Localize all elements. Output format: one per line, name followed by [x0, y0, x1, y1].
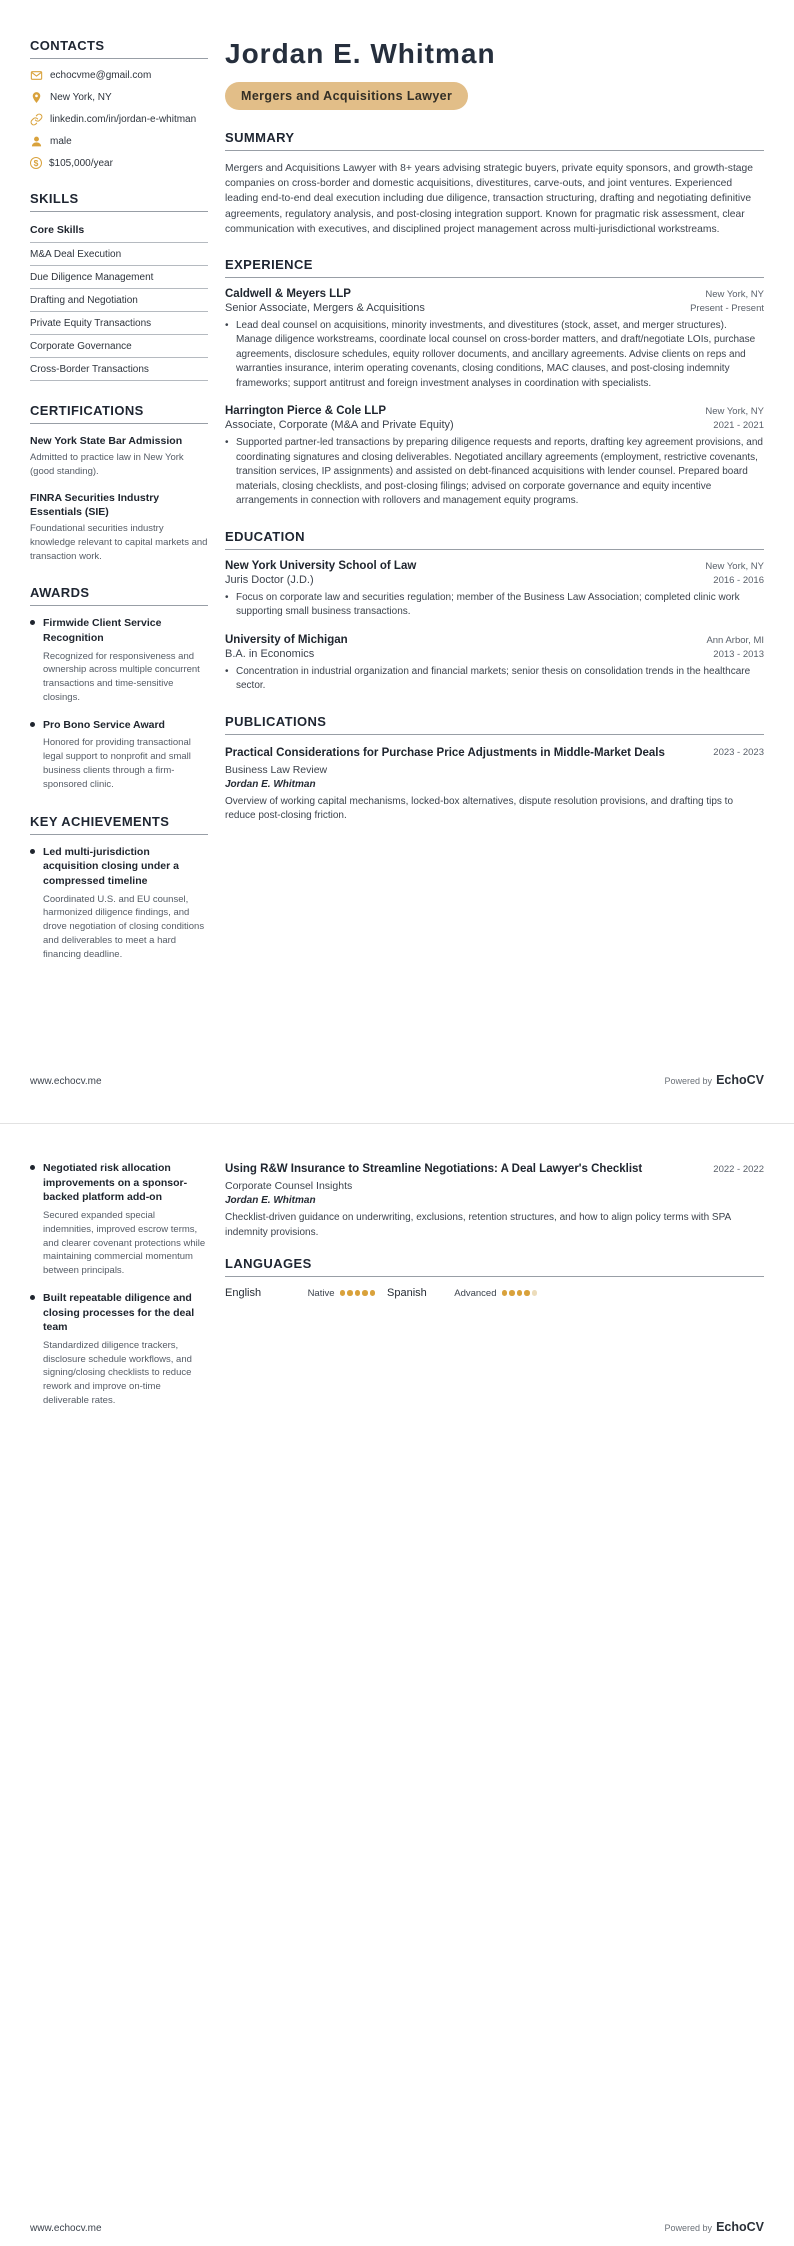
achievement-item — [30, 1161, 208, 1278]
bullet-dot-icon — [30, 1165, 35, 1170]
bullet-dot-icon — [30, 849, 35, 854]
language-level-dots — [340, 1290, 376, 1296]
language-item — [387, 1287, 537, 1299]
publication-title: Practical Considerations for Purchase Price Adjustments in Middle-Market Deals — [225, 746, 665, 759]
education-heading: EDUCATION — [225, 529, 764, 550]
main-column-continued — [225, 1161, 764, 1430]
education-entry — [225, 634, 764, 694]
contact-gender-text: male — [50, 136, 72, 147]
contact-salary-text: $105,000/year — [49, 157, 113, 169]
publication-journal: Business Law Review — [225, 763, 328, 776]
skills-heading: SKILLS — [30, 191, 208, 212]
degree-name: B.A. in Economics — [225, 647, 315, 660]
job-dates: 2021 - 2021 — [713, 420, 764, 432]
certification-item — [30, 434, 208, 479]
certification-title: FINRA Securities Industry Essentials (SIE) — [30, 491, 160, 518]
experience-bullet: • Lead deal counsel on acquisitions, minority investments, and divestitures (stock, asset, and merger structures). Manage diligence workstreams, coordinate local counsel on cross-border matters, and draft/negotiate LOIs, purchase agreements, disclosure schedules, equity rollover documents, and ancillary agreements. Advise clients on reps and warranties insurance, interim operating covenants, closing conditions, MAC clauses, and post-closing indemnity frameworks; support antitrust and foreign investment analyses in coordination with specialists. — [225, 319, 764, 392]
award-description: Honored for providing transactional legal support to nonprofit and small business clients through a firm-sponsored clinic. — [43, 737, 191, 790]
achievement-description: Standardized diligence trackers, disclosure schedule workflows, and signing/closing checklists to reduce rework and improve on-time deliverable rates. — [43, 1339, 192, 1407]
job-dates: Present - Present — [690, 302, 764, 314]
language-level: Advanced — [454, 1287, 497, 1299]
experience-bullets — [225, 436, 764, 509]
school-name: University of Michigan — [225, 633, 348, 646]
languages-section — [225, 1256, 764, 1299]
publications-heading: PUBLICATIONS — [225, 714, 764, 735]
bullet-dot-icon — [30, 620, 35, 625]
publication-journal: Corporate Counsel Insights — [225, 1180, 353, 1193]
publications-section — [225, 714, 764, 824]
certifications-section — [30, 403, 208, 563]
contact-location-text: New York, NY — [50, 92, 112, 103]
award-description: Recognized for responsiveness and ownership across multiple concurrent transactions and time-sensitive closings. — [43, 650, 200, 704]
footer-site-link[interactable]: www.echocv.me — [30, 1076, 102, 1087]
experience-entry — [225, 288, 764, 392]
footer-site-link[interactable]: www.echocv.me — [30, 2223, 102, 2234]
language-item — [225, 1287, 375, 1299]
summary-heading: SUMMARY — [225, 130, 764, 151]
experience-heading: EXPERIENCE — [225, 257, 764, 278]
achievement-title: Negotiated risk allocation improvements on a sponsor-backed platform add-on — [43, 1162, 188, 1204]
publication-entry — [225, 1161, 764, 1240]
certification-item — [30, 491, 208, 564]
sidebar-continued — [30, 1161, 208, 1430]
company-location: New York, NY — [705, 288, 764, 300]
skills-group-label: Core Skills — [30, 222, 208, 243]
certifications-heading: CERTIFICATIONS — [30, 403, 208, 424]
contact-item-email — [30, 69, 208, 82]
award-title: Pro Bono Service Award — [43, 718, 165, 731]
contact-item-linkedin — [30, 113, 208, 126]
company-location: New York, NY — [705, 406, 764, 418]
publication-author: Jordan E. Whitman — [225, 1195, 316, 1207]
certification-description: Foundational securities industry knowledge relevant to capital markets and transaction work. — [30, 523, 208, 562]
language-name: English — [225, 1287, 262, 1300]
skill-item: Private Equity Transactions — [30, 312, 208, 335]
footer-powered-by-label: Powered by — [664, 1076, 713, 1086]
skills-section — [30, 191, 208, 381]
main-column — [225, 38, 764, 983]
award-item — [30, 616, 208, 704]
certification-title: New York State Bar Admission — [30, 435, 183, 447]
publication-title: Using R&W Insurance to Streamline Negotiations: A Deal Lawyer's Checklist — [225, 1163, 643, 1175]
contact-email-text[interactable]: echocvme@gmail.com — [50, 70, 152, 81]
footer-brand-link[interactable]: EchoCV — [716, 1073, 764, 1087]
experience-section — [225, 257, 764, 509]
awards-section — [30, 585, 208, 791]
bullet-dot-icon — [30, 1295, 35, 1300]
skill-item: Corporate Governance — [30, 335, 208, 358]
education-bullet: • Focus on corporate law and securities regulation; member of the Business Law Association; completed clinic work supporting small business transactions. — [225, 591, 764, 620]
award-item — [30, 718, 208, 792]
publication-entry — [225, 745, 764, 824]
degree-name: Juris Doctor (J.D.) — [225, 573, 314, 586]
education-bullets — [225, 665, 764, 694]
skill-item: Drafting and Negotiation — [30, 289, 208, 312]
education-entry — [225, 560, 764, 620]
education-dates: 2013 - 2013 — [713, 648, 764, 660]
contacts-list — [30, 69, 208, 169]
achievement-item — [30, 845, 208, 962]
education-bullet: • Concentration in industrial organization and financial markets; senior thesis on consolidation trends in the healthcare sector. — [225, 665, 764, 694]
publication-dates: 2023 - 2023 — [713, 747, 764, 759]
contact-linkedin-text[interactable]: linkedin.com/in/jordan-e-whitman — [50, 114, 197, 125]
education-dates: 2016 - 2016 — [713, 574, 764, 586]
footer-brand-link[interactable]: EchoCV — [716, 2220, 764, 2234]
achievement-description: Secured expanded special indemnities, improved escrow terms, and clearer covenant protections while maintaining commercial momentum between principals. — [43, 1210, 206, 1277]
company-name: Caldwell & Meyers LLP — [225, 287, 351, 300]
key-achievements-continued — [30, 1161, 208, 1408]
key-achievements-heading: KEY ACHIEVEMENTS — [30, 814, 208, 835]
location-icon — [30, 91, 43, 104]
achievement-title: Built repeatable diligence and closing processes for the deal team — [43, 1291, 195, 1334]
publication-author: Jordan E. Whitman — [225, 778, 316, 790]
publication-dates: 2022 - 2022 — [713, 1163, 764, 1175]
school-location: New York, NY — [705, 560, 764, 572]
certification-description: Admitted to practice law in New York (good standing). — [30, 452, 184, 477]
skill-item: Due Diligence Management — [30, 266, 208, 289]
awards-heading: AWARDS — [30, 585, 208, 606]
skill-item: M&A Deal Execution — [30, 243, 208, 266]
link-icon — [30, 113, 43, 126]
candidate-name: Jordan E. Whitman — [225, 38, 496, 69]
contact-item-location — [30, 91, 208, 104]
achievement-title: Led multi-jurisdiction acquisition closing under a compressed timeline — [43, 845, 179, 887]
contacts-section — [30, 38, 208, 169]
experience-entry — [225, 405, 764, 509]
languages-list — [225, 1287, 764, 1299]
company-name: Harrington Pierce & Cole LLP — [225, 405, 387, 418]
school-name: New York University School of Law — [225, 559, 417, 572]
key-achievements-section — [30, 814, 208, 962]
summary-section — [225, 130, 764, 237]
salary-icon — [30, 157, 42, 169]
experience-bullet: • Supported partner-led transactions by preparing diligence requests and reports, drafting key agreement provisions, and coordinating signatures and closing deliverables. Negotiated ancillary agreements (employment, restrictive covenants, transition services, IP assignments) and assisted on debt-financed acquisitions with lender counsel. Prepared board materials, closing checklists, and post-closing filings; advised on corporate governance and equity incentive arrangements in connection with rollovers and management equity programs. — [225, 436, 764, 509]
education-bullets — [225, 591, 764, 620]
language-level-dots — [502, 1290, 538, 1296]
publication-description: Checklist-driven guidance on underwriting, exclusions, retention structures, and how to align policy terms with SPA indemnity provisions. — [225, 1212, 731, 1238]
education-section — [225, 529, 764, 694]
award-title: Firmwide Client Service Recognition — [43, 617, 162, 645]
contacts-heading: CONTACTS — [30, 38, 208, 59]
achievement-item — [30, 1291, 208, 1408]
job-title-badge: Mergers and Acquisitions Lawyer — [225, 82, 468, 110]
publication-description: Overview of working capital mechanisms, locked-box alternatives, dispute resolution provisions, and drafting tips to reduce post-closing friction. — [225, 795, 734, 822]
language-name: Spanish — [387, 1287, 427, 1300]
job-role: Associate, Corporate (M&A and Private Equity) — [225, 419, 454, 432]
footer-powered-by-label: Powered by — [664, 2223, 713, 2233]
contact-item-gender — [30, 135, 208, 148]
skill-item: Cross-Border Transactions — [30, 358, 208, 381]
page-footer — [30, 1073, 764, 1087]
page-footer — [30, 2220, 764, 2234]
job-role: Senior Associate, Mergers & Acquisitions — [225, 301, 425, 314]
experience-bullets — [225, 319, 764, 392]
languages-heading: LANGUAGES — [225, 1256, 764, 1277]
summary-text: Mergers and Acquisitions Lawyer with 8+ years advising strategic buyers, private equity sponsors, and growth-stage companies on cross-border and domestic acquisitions, divestitures, carve-outs, and joint ventures. Experienced leading end-to-end deal execution including due diligence, transaction structuring, drafting and negotiating definitive agreements, regulatory analysis, and post-closing integration support. Known for pragmatic risk assessment, clear communication with executives, and disciplined project management across multi-jurisdictional workstreams. — [225, 163, 753, 235]
person-icon — [30, 135, 43, 148]
bullet-dot-icon — [30, 722, 35, 727]
contact-item-salary — [30, 157, 208, 169]
mail-icon — [30, 69, 43, 82]
school-location: Ann Arbor, MI — [706, 634, 764, 646]
language-level: Native — [307, 1287, 335, 1299]
resume-page-2 — [0, 1123, 794, 2246]
achievement-description: Coordinated U.S. and EU counsel, harmonized diligence findings, and drove negotiation of closing conditions and deliverables to meet a hard financing deadline. — [43, 893, 205, 960]
sidebar — [30, 38, 208, 983]
